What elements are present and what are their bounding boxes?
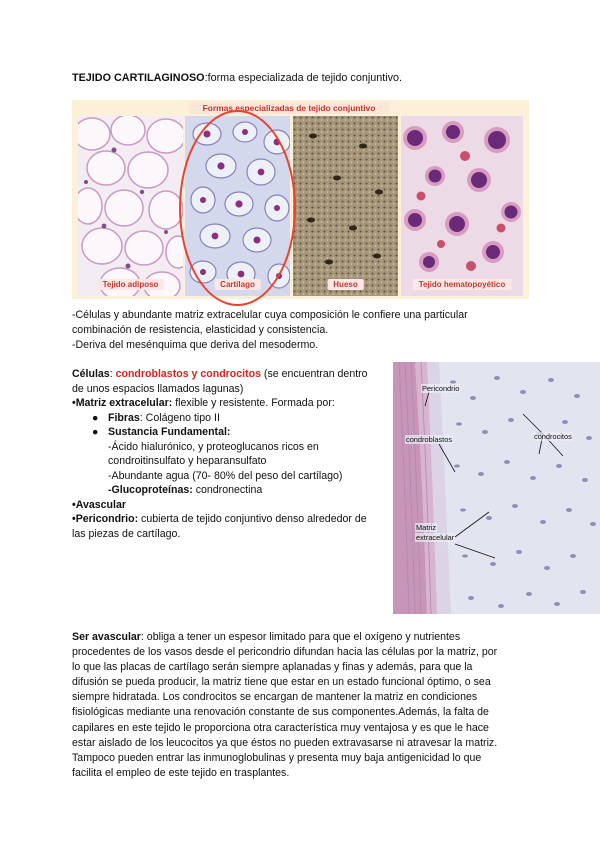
cells-rest: (se encuentran dentro xyxy=(260,368,368,380)
histology-micrograph xyxy=(393,362,600,614)
label-condroblastos: condroblastos xyxy=(406,435,453,444)
ground-item: -Abundante agua (70- 80% del peso del cartílago) xyxy=(108,469,343,482)
matrix-text: flexible y resistente. Formada por: xyxy=(172,397,335,409)
cells-highlight: condroblastos y condrocitos xyxy=(115,368,261,380)
ground-item: condroitinsulfato y heparansulfato xyxy=(108,455,267,467)
components-section xyxy=(72,367,392,541)
hematopoietic-panel xyxy=(401,116,523,296)
label-condrocitos: condrocitos xyxy=(534,432,572,441)
para-line xyxy=(72,630,534,645)
bone-panel xyxy=(293,116,398,296)
label-matriz: Matriz xyxy=(416,523,437,532)
cells-label: Células xyxy=(72,368,110,380)
title-rest: :forma especializada de tejido conjuntivo. xyxy=(204,72,403,84)
fibers-label: Fibras xyxy=(108,411,140,424)
intro-line: combinación de resistencia, elasticidad y consistencia. xyxy=(72,324,329,336)
bone-micrograph xyxy=(293,116,398,296)
bullet-icon: ● xyxy=(92,411,99,424)
para-line: fisiológicas mediante una renovación constante de sus componentes.Además, la falta de xyxy=(72,706,489,719)
avascular-heading: Ser avascular xyxy=(72,631,141,643)
title-bold: TEJIDO CARTILAGINOSO xyxy=(72,72,205,84)
para-line: difusión se pueda producir, la matriz tiene que estar en un estado funcional óptimo, o sea xyxy=(72,676,491,689)
cartilage-highlight-ring xyxy=(179,110,296,306)
para-line-text: : obliga a tener un espesor limitado para que el oxígeno y nutrientes xyxy=(140,631,461,643)
panel-label-hematopoietic: Tejido hematopoyético xyxy=(413,279,512,290)
cells-row xyxy=(72,367,392,382)
panel-label-cartilage: Cartílago xyxy=(214,279,261,290)
avascular-row xyxy=(72,498,392,513)
connective-tissue-figure xyxy=(72,100,529,299)
perichondrium-row-2: las piezas de cartílago. xyxy=(72,527,181,540)
intro-line: -Deriva del mesénquima que deriva del mesodermo. xyxy=(72,339,319,351)
ground-item: -Ácido hialurónico, y proteoglucanos ricos en xyxy=(108,440,319,453)
fibers-row xyxy=(72,411,392,426)
label-pericondrio: Pericondrio xyxy=(422,384,460,393)
ground-label: Sustancia Fundamental: xyxy=(108,426,231,438)
para-line: capilares en este tejido le proporciona otra característica muy ventajosa y es que le hace xyxy=(72,721,489,734)
para-line: procedentes de los vasos desde el pericondrio difundan hacia las células por la matriz, por xyxy=(72,646,498,659)
para-line: lo que las placas de cartílago serán siempre aplanadas y finas y además, para que la xyxy=(72,661,473,674)
adipose-micrograph xyxy=(78,116,183,296)
panel-label-adipose: Tejido adiposo xyxy=(97,279,165,290)
adipose-tissue-panel xyxy=(78,116,183,296)
cartilage-histology-figure xyxy=(393,362,600,614)
cells-rest-line: de unos espacios llamados lagunas) xyxy=(72,382,244,395)
para-line: Tampoco pueden entrar las inmunoglobulinas y presenta muy baja antigenicidad lo que xyxy=(72,751,482,764)
avascular-paragraph xyxy=(72,630,534,781)
peri-text: cubierta de tejido conjuntivo denso alrededor de xyxy=(138,513,367,525)
glyco-row xyxy=(72,483,392,498)
para-line: facilita el empleo de este tejido en trasplantes. xyxy=(72,766,290,779)
perichondrium-row xyxy=(72,512,392,527)
hematopoietic-micrograph xyxy=(401,116,523,296)
fibers-text: : Colágeno tipo II xyxy=(139,411,220,424)
peri-label: •Pericondrio: xyxy=(72,513,139,525)
intro-paragraph xyxy=(72,308,542,353)
glyco-text: condronectina xyxy=(192,484,263,496)
bullet-icon: ● xyxy=(92,426,99,438)
matrix-row xyxy=(72,396,392,411)
cells-colon: : xyxy=(109,368,113,380)
glyco-label: -Glucoproteínas: xyxy=(108,484,193,496)
ground-row xyxy=(72,425,392,440)
label-extracelular: extracelular xyxy=(416,533,455,542)
panel-label-bone: Hueso xyxy=(327,279,363,290)
intro-line: -Células y abundante matriz extracelular cuya composición le confiere una particular xyxy=(72,309,468,321)
document-title xyxy=(72,72,402,84)
para-line: siempre hidratada. Los condrocitos se encargan de mantener la matriz en condiciones xyxy=(72,691,478,704)
avascular-label: •Avascular xyxy=(72,498,126,511)
figure-header: Formas especializadas de tejido conjuntivo xyxy=(189,102,389,114)
matrix-label: •Matriz extracelular: xyxy=(72,397,173,409)
para-line: estar aislado de los leucocitos ya que éstos no pueden extravasarse ni atravesar la matriz. xyxy=(72,736,498,749)
